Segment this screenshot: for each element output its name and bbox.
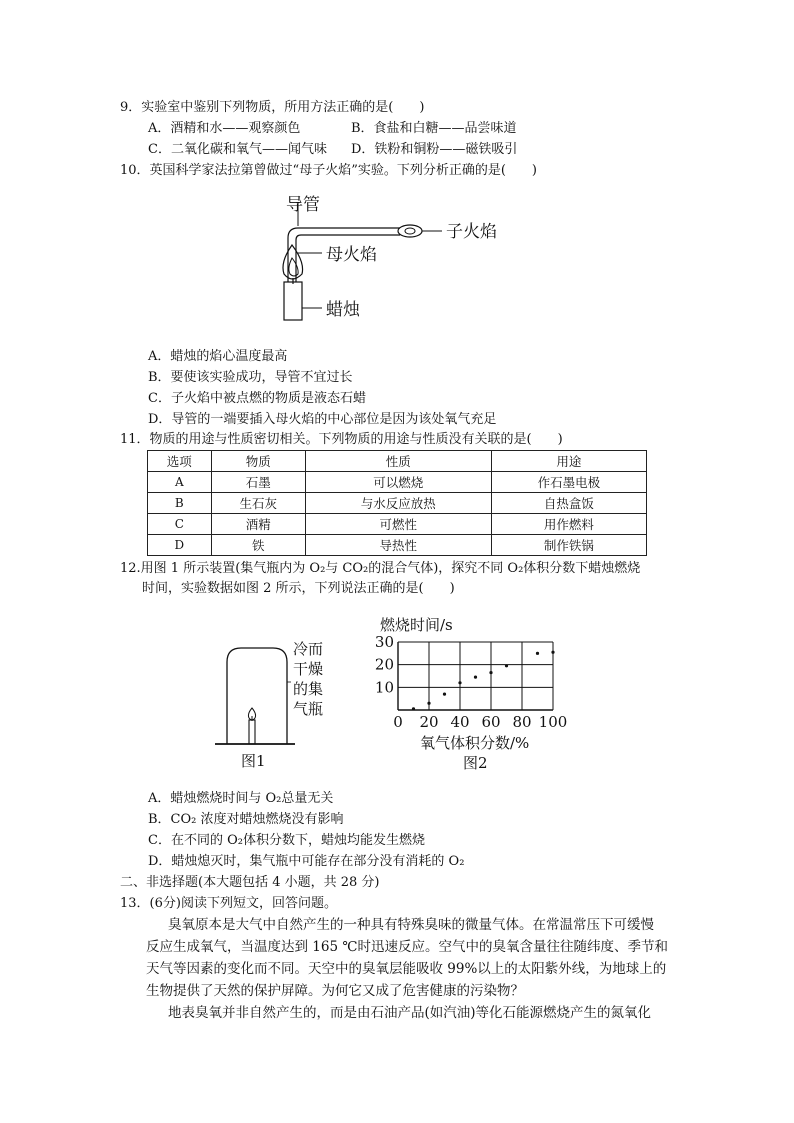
data-point [489, 671, 492, 674]
chart-title: 燃烧时间/s [380, 616, 453, 634]
data-point [458, 681, 461, 684]
section-heading: 二、非选择题(本大题包括 4 小题，共 28 分) [120, 875, 380, 890]
figure1-gas-bottle [215, 632, 360, 772]
mother-child-flame-figure [270, 190, 520, 330]
data-point [536, 652, 539, 655]
q9-option-d: D．铁粉和铜粉——磁铁吸引 [351, 142, 518, 157]
x-tick-label: 80 [512, 713, 532, 731]
q10-stem: 10．英国科学家法拉第曾做过“母子火焰”实验。下列分析正确的是( ) [120, 163, 537, 178]
table-row [148, 535, 647, 556]
x-tick-label: 0 [393, 713, 403, 731]
q13-paragraph-line: 天气等因素的变化而不同。天空中的臭氧层能吸收 99%以上的太阳紫外线，为地球上的 [146, 961, 667, 977]
bottle-label-line1: 冷而 [293, 640, 324, 658]
table-cell: 铁 [211, 535, 305, 556]
table-cell: D [148, 535, 212, 556]
table-row [148, 493, 647, 514]
q10-option-a: A．蜡烛的焰心温度最高 [148, 349, 288, 364]
table-header: 性质 [305, 451, 491, 472]
q13-paragraph-line: 地表臭氧并非自然产生的，而是由石油产品(如汽油)等化石能源燃烧产生的氮氧化 [168, 1005, 652, 1021]
x-tick-label: 60 [481, 713, 501, 731]
q12-option-b: B．CO₂ 浓度对蜡烛燃烧没有影响 [148, 812, 344, 827]
y-tick-label: 20 [374, 655, 394, 674]
data-point [412, 707, 415, 710]
q9-stem: 9．实验室中鉴别下列物质，所用方法正确的是( ) [120, 100, 425, 115]
x-tick-label: 40 [450, 713, 470, 731]
table-cell: 与水反应放热 [305, 493, 491, 514]
q10-option-d: D．导管的一端要插入母火焰的中心部位是因为该处氧气充足 [148, 412, 497, 427]
q12-option-c: C．在不同的 O₂体积分数下，蜡烛均能发生燃烧 [148, 833, 425, 848]
data-point [551, 651, 554, 654]
q10-option-b: B．要使该实验成功，导管不宜过长 [148, 370, 353, 385]
table-cell: 酒精 [211, 514, 305, 535]
table-row [148, 472, 647, 493]
figure2-scatter-chart [360, 612, 580, 774]
table-cell: 作石墨电极 [491, 472, 646, 493]
q13-stem: 13．(6分)阅读下列短文，回答问题。 [120, 896, 337, 911]
q9-option-a: A．酒精和水——观察颜色 [148, 121, 301, 136]
figure1-caption: 图1 [241, 752, 266, 770]
tube-label: 导管 [286, 195, 320, 215]
table-header-row [148, 451, 647, 472]
table-cell: 用作燃料 [491, 514, 646, 535]
table-cell: 石墨 [211, 472, 305, 493]
table-cell: C [148, 514, 212, 535]
q13-paragraph-line: 生物提供了天然的保护屏障。为何它又成了危害健康的污染物？ [146, 983, 524, 999]
q12-option-d: D．蜡烛熄灭时，集气瓶中可能存在部分没有消耗的 O₂ [148, 854, 465, 869]
data-point [474, 676, 477, 679]
table-header: 选项 [148, 451, 212, 472]
table-header: 用途 [491, 451, 646, 472]
q12-option-a: A．蜡烛燃烧时间与 O₂总量无关 [148, 791, 334, 806]
bottle-label-line3: 的集 [293, 680, 324, 698]
q12-stem-line2: 时间，实验数据如图 2 所示，下列说法正确的是( ) [142, 581, 455, 596]
table-cell: 生石灰 [211, 493, 305, 514]
chart-x-ticks [393, 713, 567, 731]
table-cell: 可燃性 [305, 514, 491, 535]
candle-label: 蜡烛 [326, 300, 360, 320]
child-flame-label: 子火焰 [446, 222, 497, 242]
data-point [443, 693, 446, 696]
x-tick-label: 100 [538, 713, 568, 731]
y-tick-label: 30 [374, 633, 394, 651]
data-point [427, 702, 430, 705]
table-header: 物质 [211, 451, 305, 472]
q9-option-b: B．食盐和白糖——品尝味道 [351, 121, 517, 136]
x-tick-label: 20 [419, 713, 439, 731]
q10-option-c: C．子火焰中被点燃的物质是液态石蜡 [148, 391, 366, 406]
data-point [505, 664, 508, 667]
q12-stem-line1: 12.用图 1 所示装置(集气瓶内为 O₂与 CO₂的混合气体)，探究不同 O₂体积分数下蜡烛燃烧 [120, 561, 641, 576]
figure2-caption: 图2 [463, 754, 488, 772]
table-cell: 可以燃烧 [305, 472, 491, 493]
chart-y-ticks [375, 633, 394, 696]
table-cell: A [148, 472, 212, 493]
q9-option-c: C．二氧化碳和氧气——闻气味 [148, 142, 327, 157]
q11-stem: 11．物质的用途与性质密切相关。下列物质的用途与性质没有关联的是( ) [120, 432, 563, 447]
table-cell: 制作铁锅 [491, 535, 646, 556]
table-row [148, 514, 647, 535]
table-cell: 自热盒饭 [491, 493, 646, 514]
bottle-label-line4: 气瓶 [293, 700, 324, 718]
bottle-label-line2: 干燥 [293, 660, 324, 678]
table-cell: 导热性 [305, 535, 491, 556]
y-tick-label: 10 [374, 678, 394, 697]
table-cell: B [148, 493, 212, 514]
q13-paragraph-line: 臭氧原本是大气中自然产生的一种具有特殊臭味的微量气体。在常温常压下可缓慢 [168, 917, 654, 933]
q13-paragraph-line: 反应生成氧气，当温度达到 165 ℃时迅速反应。空气中的臭氧含量往往随纬度、季节和 [146, 939, 668, 955]
q11-table [147, 450, 647, 556]
chart-x-axis-label: 氧气体积分数/% [420, 734, 530, 752]
chart-points [412, 651, 555, 711]
mother-flame-label: 母火焰 [326, 245, 377, 265]
